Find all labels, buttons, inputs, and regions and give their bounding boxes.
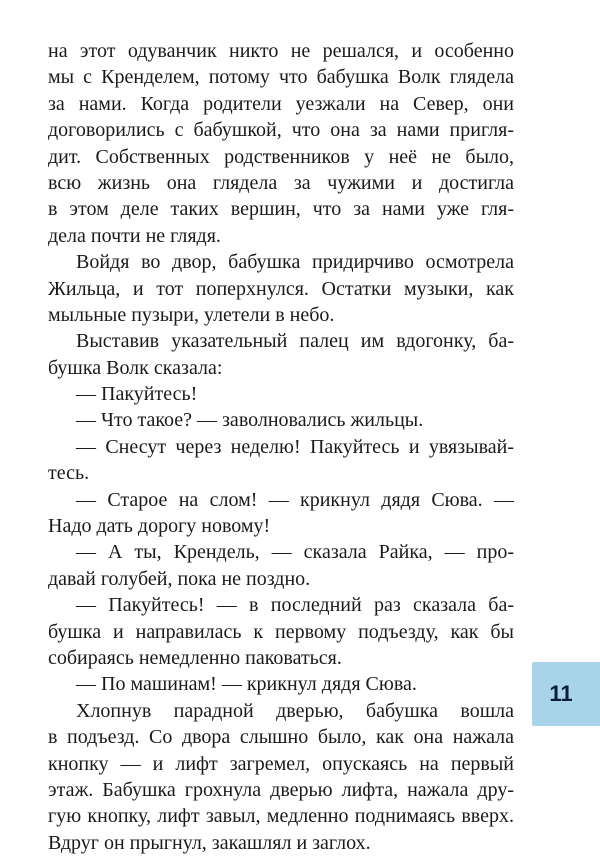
text-line: гую кнопку, лифт завыл, медленно поднимаясь вверх.	[48, 805, 514, 828]
text-line: — Пакуйтесь! — в последний раз сказала ба-	[76, 594, 514, 617]
text-line: — А ты, Крендель, — сказала Райка, — про-	[76, 541, 514, 564]
text-line: в подъезд. Со двора слышно было, как она нажала	[48, 726, 514, 749]
text-line: — Что такое? — заволновались жильцы.	[76, 409, 424, 432]
text-line: Жильца, и тот поперхнулся. Остатки музыки, как	[48, 277, 514, 300]
text-line: всю жизнь она глядела за чужими и достигла	[48, 171, 514, 194]
text-line: давай голубей, пока не поздно.	[48, 567, 311, 590]
page-number: 11	[549, 681, 573, 706]
text-line: этаж. Бабушка грохнула дверью лифта, нажала дру-	[48, 778, 514, 801]
text-line: дит. Собственных родственников у неё не было,	[48, 145, 514, 168]
text-line: — Снесут через неделю! Пакуйтесь и увязывай-	[76, 435, 514, 458]
text-line: бушка Волк сказала:	[48, 356, 223, 379]
text-line: мыльные пузыри, улетели в небо.	[48, 303, 335, 326]
text-line: Войдя во двор, бабушка придирчиво осмотрела	[76, 251, 514, 274]
text-line: Вдруг он прыгнул, закашлял и заглох.	[48, 831, 371, 854]
text-line: собираясь немедленно паковаться.	[48, 646, 342, 669]
text-line: — Старое на слом! — крикнул дядя Сюва. —	[76, 488, 514, 511]
text-line: за нами. Когда родители уезжали на Север, они	[48, 92, 514, 115]
text-line: на этот одуванчик никто не решался, и особенно	[48, 40, 514, 62]
text-line: — Пакуйтесь!	[76, 383, 198, 406]
text-line: кнопку — и лифт загремел, опускаясь на первый	[48, 752, 514, 775]
text-line: тесь.	[48, 462, 90, 485]
text-line: Выставив указательный палец им вдогонку, ба-	[76, 330, 514, 353]
text-line: дела почти не глядя.	[48, 224, 221, 247]
body-text	[48, 38, 514, 856]
text-line: договорились с бабушкой, что она за нами пригля-	[48, 119, 514, 142]
text-line: мы с Кренделем, потому что бабушка Волк глядела	[48, 66, 514, 89]
text-line: в этом деле таких вершин, что за нами уже гля-	[48, 198, 514, 221]
text-line: — По машинам! — крикнул дядя Сюва.	[76, 673, 417, 696]
text-line: Надо дать дорогу новому!	[48, 515, 271, 538]
text-line: бушка и направилась к первому подъезду, как бы	[48, 620, 514, 643]
text-line: Хлопнув парадной дверью, бабушка вошла	[76, 699, 514, 722]
